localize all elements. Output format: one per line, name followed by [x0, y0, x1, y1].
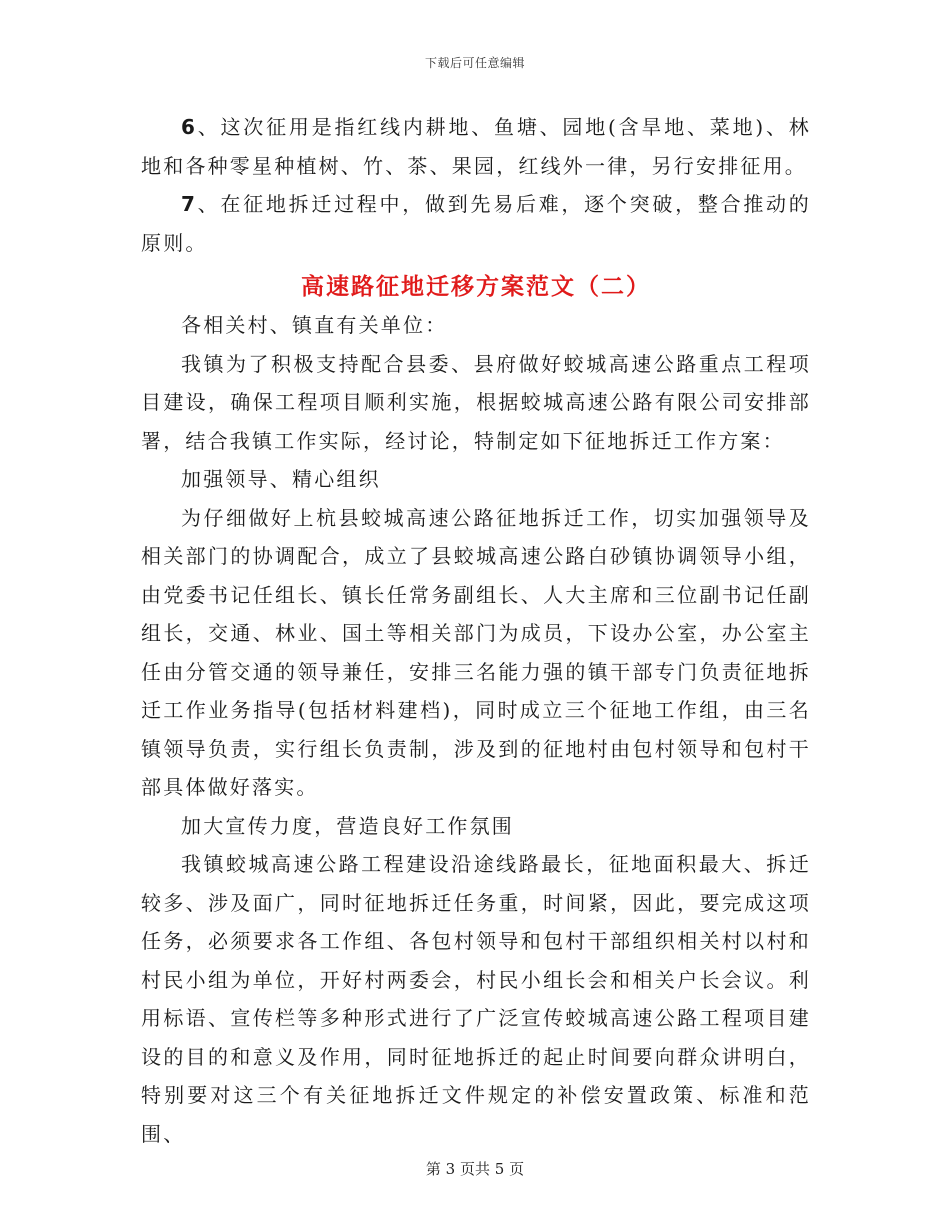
list-item-6-text: 、这次征用是指红线内耕地、鱼塘、园地(含旱地、菜地)、林地和各种零星种植树、竹、茶、果园，红线外一律，另行安排征用。 — [141, 115, 811, 178]
salutation: 各相关村、镇直有关单位： — [181, 313, 448, 337]
publicity-paragraph: 我镇蛟城高速公路工程建设沿途线路最长，征地面积最大、拆迁较多、涉及面广，同时征地拆迁任务重，时间紧，因此，要完成这项任务，必须要求各工作组、各包村领导和包村干部组织相关村以村和村民小组为单位，开好村两委会，村民小组长会和相关户长会议。利用标语、宣传栏等多种形式进行了广泛宣传蛟城高速公路工程项目建设的目的和意义及作用，同时征地拆迁的起止时间要向群众讲明白，特别要对这三个有关征地拆迁文件规定的补偿安置政策、标准和范围、 — [141, 852, 811, 1146]
leadership-paragraph: 为仔细做好上杭县蛟城高速公路征地拆迁工作，切实加强领导及相关部门的协调配合，成立了县蛟城高速公路白砂镇协调领导小组，由党委书记任组长、镇长任常务副组长、人大主席和三位副书记任副组长，交通、林业、国土等相关部门为成员，下设办公室，办公室主任由分管交通的领导兼任，安排三名能力强的镇干部专门负责征地拆迁工作业务指导(包括材料建档)，同时成立三个征地工作组，由三名镇领导负责，实行组长负责制，涉及到的征地村由包村领导和包村干部具体做好落实。 — [141, 505, 811, 799]
page-header: 下载后可任意编辑 — [424, 56, 525, 70]
list-item-6 — [141, 108, 811, 185]
list-item-7-text: 、在征地拆迁过程中，做到先易后难，逐个突破，整合推动的原则。 — [141, 192, 811, 255]
subheading-leadership: 加强领导、精心组织 — [181, 467, 381, 491]
section-title: 高速路征地迁移方案范文（二） — [301, 273, 651, 300]
list-item-7 — [141, 185, 811, 262]
intro-paragraph: 我镇为了积极支持配合县委、县府做好蛟城高速公路重点工程项目建设，确保工程项目顺利实施，根据蛟城高速公路有限公司安排部署，结合我镇工作实际，经讨论，特制定如下征地拆迁工作方案： — [141, 351, 811, 453]
list-item-6-number: 6 — [181, 115, 198, 139]
document-body — [141, 108, 811, 1153]
page-footer: 第 3 页共 5 页 — [425, 1160, 525, 1178]
list-item-7-number: 7 — [181, 192, 198, 216]
subheading-publicity: 加大宣传力度，营造良好工作氛围 — [181, 813, 514, 838]
